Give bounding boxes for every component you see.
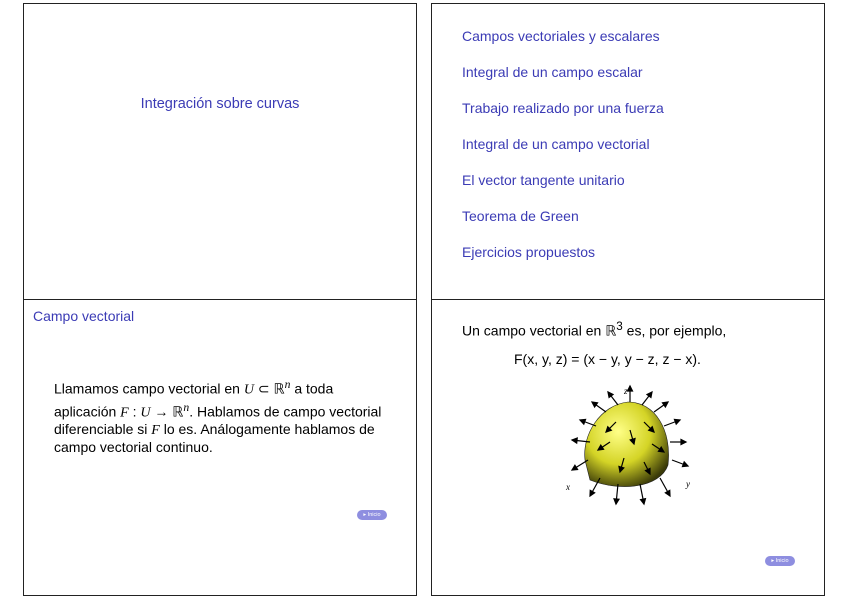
math-symbol: ℝ	[172, 403, 184, 420]
axis-label-z: z	[624, 386, 628, 396]
vector-field-figure	[560, 380, 700, 520]
arrow-head	[614, 499, 619, 504]
arrow-head	[572, 465, 578, 470]
arrow-head	[662, 402, 668, 407]
example-intro	[462, 320, 726, 340]
slide-example	[431, 299, 825, 596]
arrow-head	[681, 440, 686, 445]
axis-label-x: x	[566, 482, 570, 492]
arrow-head	[572, 438, 577, 443]
math-symbol: ℝ	[605, 322, 617, 339]
toc-item[interactable]: Teorema de Green	[462, 208, 579, 224]
arrow-head	[665, 490, 670, 496]
frame-title: Campo vectorial	[33, 308, 135, 324]
text-segment: Un campo vectorial en	[462, 322, 606, 339]
toc-item[interactable]: El vector tangente unitario	[462, 172, 625, 188]
toc-item[interactable]: Ejercicios propuestos	[462, 244, 596, 260]
presentation-title: Integración sobre curvas	[140, 96, 300, 112]
home-nav-button[interactable]: ▸ Inicio	[357, 510, 387, 520]
text-segment: Llamamos campo vectorial en	[54, 380, 244, 397]
surface-patch	[585, 402, 669, 487]
math-exponent: 3	[616, 320, 623, 333]
math-var: U	[140, 405, 151, 421]
axis-label-y: y	[686, 479, 690, 489]
math-symbol: :	[128, 403, 141, 420]
math-symbol: →	[150, 403, 173, 420]
slide-toc	[431, 3, 825, 300]
math-var: F	[120, 405, 129, 421]
toc-item[interactable]: Integral de un campo vectorial	[462, 136, 650, 152]
slide-definition	[23, 299, 417, 596]
math-var: U	[243, 382, 254, 398]
table-of-contents	[462, 26, 664, 278]
math-exponent: n	[284, 378, 291, 391]
text-segment: es, por ejemplo,	[622, 322, 727, 339]
arrow-head	[674, 419, 680, 424]
toc-item[interactable]: Trabajo realizado por una fuerza	[462, 100, 664, 116]
arrow-head	[641, 499, 646, 504]
home-nav-button[interactable]: ▸ Inicio	[765, 556, 795, 566]
arrow-head	[628, 386, 633, 391]
text-segment: a toda aplicación	[54, 380, 334, 420]
arrow-head	[590, 490, 595, 496]
definition-text	[54, 376, 394, 456]
text-segment: lo es. Análogamente hablamos de campo vectorial continuo.	[54, 421, 375, 456]
toc-item[interactable]: Integral de un campo escalar	[462, 64, 643, 80]
math-symbol: ℝ	[273, 380, 285, 397]
math-symbol: ⊂	[254, 380, 274, 397]
arrow-head	[682, 462, 688, 467]
text-segment: . Hablamos de campo vectorial diferenciable si	[54, 403, 382, 438]
vector-field-formula: F(x, y, z) = (x − y, y − z, z − x).	[514, 351, 701, 367]
toc-item[interactable]: Campos vectoriales y escalares	[462, 28, 660, 44]
slide-title	[23, 3, 417, 300]
arrow-head	[580, 419, 586, 424]
arrow-head	[592, 402, 598, 407]
math-exponent: n	[183, 400, 190, 414]
math-var: F	[151, 423, 160, 439]
